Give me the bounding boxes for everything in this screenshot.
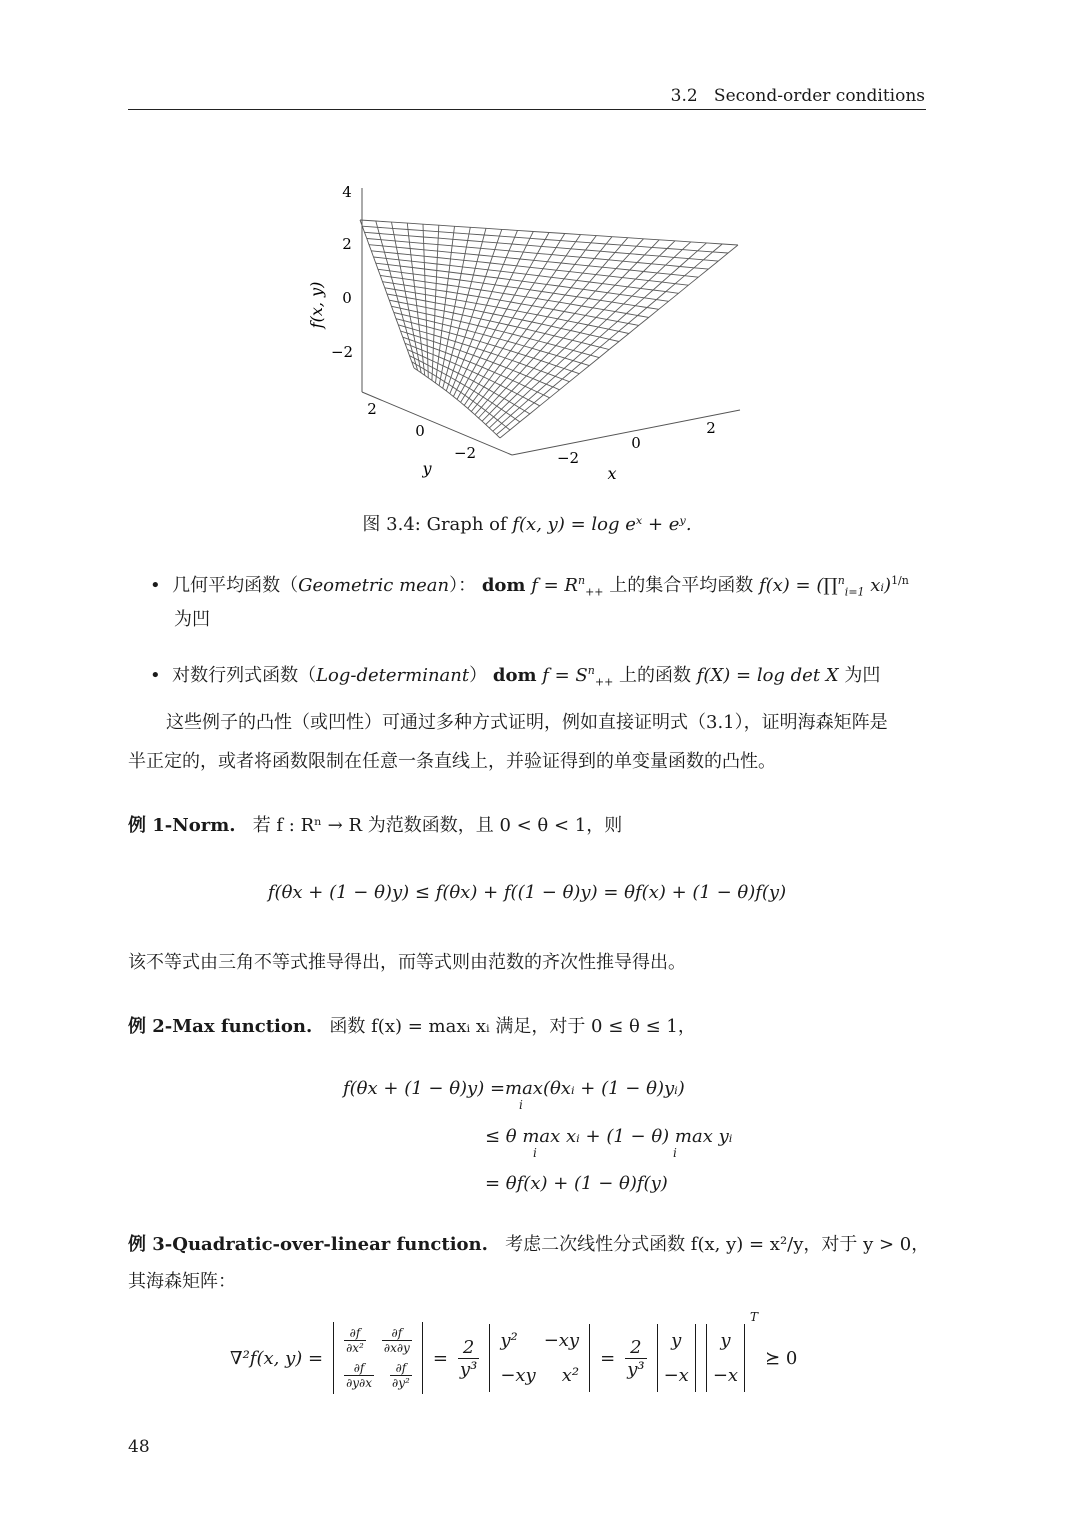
column-vector-transpose bbox=[706, 1310, 759, 1392]
hessian-lhs: ∇²f(x, y) = bbox=[230, 1347, 324, 1369]
mesh-line bbox=[500, 245, 738, 438]
example-2-rhs2: ≤ θ max xᵢ + (1 − θ) max yᵢ bbox=[485, 1126, 733, 1147]
bullet-sup3: 1/n bbox=[891, 574, 909, 587]
dom-keyword: dom bbox=[481, 575, 526, 596]
frac-num: ∂f bbox=[390, 1361, 412, 1376]
bullet-sub: ++ bbox=[594, 675, 614, 689]
z-tick: 4 bbox=[342, 183, 352, 201]
frac-num: ∂f bbox=[382, 1326, 412, 1341]
mesh-line bbox=[403, 337, 550, 398]
bullet-formula3: xᵢ) bbox=[870, 575, 892, 596]
figure-caption bbox=[128, 510, 926, 536]
max-subscript: i bbox=[533, 1146, 537, 1160]
frac-num: ∂f bbox=[344, 1326, 366, 1341]
example-3 bbox=[128, 1227, 929, 1263]
x-tick: −2 bbox=[556, 449, 580, 467]
bullet-geometric-mean bbox=[150, 563, 930, 611]
example-1-label: 例 1-Norm. bbox=[128, 815, 236, 836]
page-number: 48 bbox=[128, 1437, 150, 1457]
running-header bbox=[130, 86, 925, 106]
hessian-partials-matrix bbox=[333, 1322, 423, 1394]
bullet-formula2: f(X) = log det X bbox=[696, 665, 839, 686]
x-tick: 2 bbox=[706, 419, 716, 437]
bullet-tail: 上的函数 bbox=[619, 665, 692, 686]
max-subscript: i bbox=[519, 1098, 523, 1112]
mesh-line bbox=[405, 343, 540, 406]
paragraph-line-1: 这些例子的凸性（或凹性）可通过多种方式证明，例如直接证明式（3.1），证明海森矩阵是 bbox=[166, 712, 888, 733]
example-2 bbox=[128, 1009, 696, 1045]
bullet-sup2: n bbox=[837, 574, 845, 587]
matrix-entry: −xy bbox=[543, 1330, 580, 1351]
surface-plot bbox=[290, 160, 760, 495]
caption-formula: f(x, y) = log eˣ + eʸ. bbox=[512, 514, 692, 535]
bullet-lead: 对数行列式函数（ bbox=[172, 665, 317, 686]
example-3-text-cont: 其海森矩阵： bbox=[128, 1271, 236, 1292]
partial-yx bbox=[344, 1361, 374, 1390]
mesh-line bbox=[376, 263, 669, 301]
mesh-line bbox=[380, 276, 649, 318]
paragraph-line-2: 半正定的，或者将函数限制在任意一条直线上，并验证得到的单变量函数的凸性。 bbox=[128, 751, 776, 772]
bullet-term: Log-determinant bbox=[316, 665, 470, 686]
mesh-line bbox=[410, 356, 520, 422]
partial-yy bbox=[390, 1361, 412, 1390]
example-3-text: 考虑二次线性分式函数 f(x, y) = x²/y，对于 y > 0， bbox=[505, 1234, 930, 1255]
matrix-entry: y² bbox=[500, 1330, 518, 1351]
frac-den: ∂y∂x bbox=[346, 1376, 373, 1390]
vector-entry: y bbox=[720, 1330, 731, 1351]
transpose-mark: T bbox=[750, 1310, 759, 1324]
bullet-tail: 上的集合平均函数 bbox=[609, 575, 754, 596]
frac-num: 2 bbox=[625, 1337, 646, 1359]
frac-num: ∂f bbox=[344, 1361, 374, 1376]
section-title: Second-order conditions bbox=[713, 86, 925, 106]
bullet-sup: n bbox=[587, 664, 595, 677]
vector-entry: y bbox=[671, 1330, 682, 1351]
hessian-equation bbox=[230, 1310, 798, 1394]
example-2-label: 例 2-Max function. bbox=[128, 1016, 313, 1037]
x-tick: 0 bbox=[631, 434, 641, 452]
bullet-dot: • bbox=[150, 665, 161, 686]
bullet-mid: ）： bbox=[449, 575, 477, 596]
bullet-dot: • bbox=[150, 575, 161, 596]
section-number: 3.2 bbox=[670, 86, 698, 106]
example-2-lhs: f(θx + (1 − θ)y) = bbox=[343, 1078, 506, 1099]
example-1-text: 若 f : Rⁿ → R 为范数函数，且 0 < θ < 1，则 bbox=[252, 815, 623, 836]
bullet-mid: ） bbox=[469, 665, 488, 686]
bullet-geometric-mean-cont: 为凹 bbox=[174, 609, 210, 630]
mesh-line bbox=[496, 244, 722, 435]
psd-symbol: ⪰ 0 bbox=[765, 1347, 798, 1369]
column-vector bbox=[657, 1324, 696, 1392]
bullet-sub: ++ bbox=[585, 585, 604, 599]
coefficient-2-over-y3 bbox=[625, 1337, 646, 1380]
equals-sign: = bbox=[432, 1347, 448, 1369]
mesh-grid bbox=[360, 220, 738, 438]
frac-den: ∂x∂y bbox=[383, 1341, 410, 1355]
mesh-line bbox=[489, 242, 691, 428]
bullet-formula: f = S bbox=[542, 665, 588, 686]
max-subscript: i bbox=[673, 1146, 677, 1160]
z-tick: 0 bbox=[342, 289, 352, 307]
bullet-sup: n bbox=[577, 574, 586, 587]
matrix-entry: x² bbox=[561, 1365, 580, 1386]
frac-den: y³ bbox=[459, 1358, 478, 1380]
bullet-log-determinant bbox=[150, 653, 930, 701]
y-tick: −2 bbox=[453, 444, 477, 462]
example-3-label: 例 3-Quadratic-over-linear function. bbox=[128, 1234, 488, 1255]
y-axis-label: y bbox=[422, 459, 432, 478]
bullet-formula2: f(x) = (∏ bbox=[758, 575, 838, 596]
partial-xy bbox=[382, 1326, 412, 1355]
y-tick: 0 bbox=[415, 422, 425, 440]
mesh-line bbox=[468, 236, 597, 409]
caption-text: Graph of bbox=[426, 514, 507, 535]
bullet-cont: 为凹 bbox=[844, 665, 881, 686]
example-2-rhs1: max(θxᵢ + (1 − θ)yᵢ) bbox=[505, 1078, 685, 1099]
frac-den: y³ bbox=[627, 1358, 645, 1380]
coefficient-2-over-y3 bbox=[458, 1337, 479, 1380]
y-tick: 2 bbox=[367, 400, 377, 418]
vector-entry: −x bbox=[663, 1365, 689, 1386]
equals-sign: = bbox=[600, 1347, 616, 1369]
example-2-rhs3: = θf(x) + (1 − θ)f(y) bbox=[485, 1173, 668, 1194]
header-rule bbox=[128, 109, 926, 110]
bullet-sub2: i=1 bbox=[844, 585, 865, 599]
example-1-note: 该不等式由三角不等式推导得出，而等式则由范数的齐次性推导得出。 bbox=[128, 952, 686, 973]
caption-prefix: 图 3.4: bbox=[362, 514, 421, 535]
z-axis-label: f(x, y) bbox=[307, 281, 326, 329]
vector-entry: −x bbox=[712, 1365, 739, 1386]
frac-num: 2 bbox=[458, 1337, 479, 1359]
z-tick: 2 bbox=[342, 235, 352, 253]
bullet-term: Geometric mean bbox=[298, 575, 450, 596]
dom-keyword: dom bbox=[492, 665, 537, 686]
example-2-text: 函数 f(x) = maxᵢ xᵢ 满足，对于 0 ≤ θ ≤ 1， bbox=[329, 1016, 696, 1037]
partial-xx bbox=[344, 1326, 366, 1355]
bullet-formula: f = R bbox=[531, 575, 578, 596]
z-tick: −2 bbox=[330, 343, 354, 361]
matrix-entry: −xy bbox=[500, 1365, 536, 1386]
example-1 bbox=[128, 808, 622, 844]
frac-den: ∂y² bbox=[392, 1376, 410, 1390]
hessian-value-matrix bbox=[489, 1324, 590, 1392]
frac-den: ∂x² bbox=[346, 1341, 364, 1355]
example-1-equation: f(θx + (1 − θ)y) ≤ f(θx) + f((1 − θ)y) = θf(x) + (1 − θ)f(y) bbox=[267, 882, 787, 903]
x-axis-label: x bbox=[607, 464, 617, 483]
bullet-lead: 几何平均函数（ bbox=[172, 575, 299, 596]
